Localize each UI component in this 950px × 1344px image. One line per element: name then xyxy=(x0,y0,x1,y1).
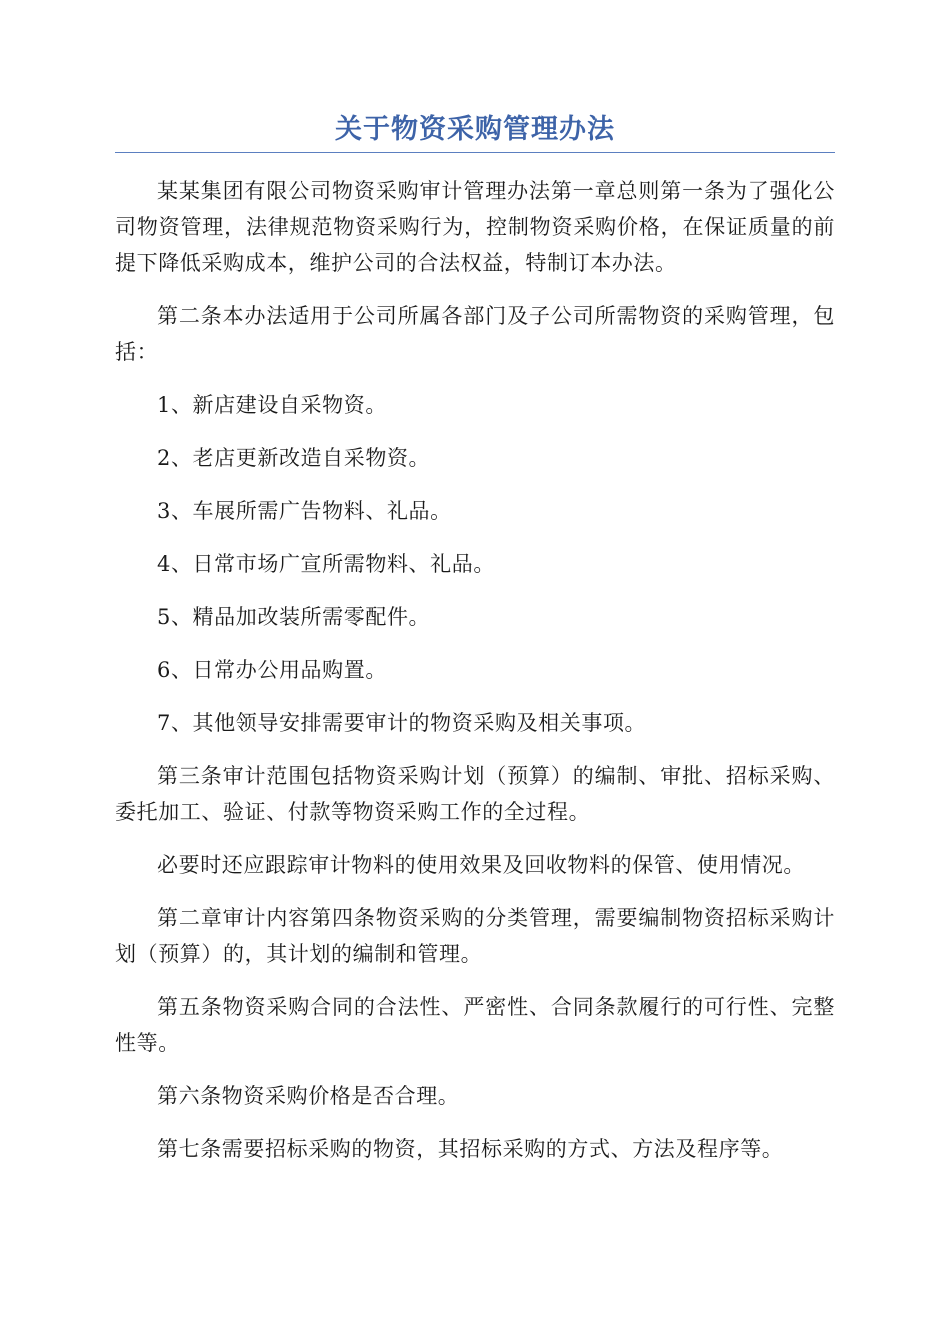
paragraph-6: 第五条物资采购合同的合法性、严密性、合同条款履行的可行性、完整性等。 xyxy=(115,995,835,1055)
list-item-2: 2、老店更新改造自采物资。 xyxy=(157,446,431,470)
paragraph-3: 第三条审计范围包括物资采购计划（预算）的编制、审批、招标采购、委托加工、验证、付款等物资采购工作的全过程。 xyxy=(115,764,835,824)
list-item-7: 7、其他领导安排需要审计的物资采购及相关事项。 xyxy=(157,711,647,735)
paragraph-4: 必要时还应跟踪审计物料的使用效果及回收物料的保管、使用情况。 xyxy=(157,853,805,877)
document-body xyxy=(115,173,835,1167)
list-item-4: 4、日常市场广宣所需物料、礼品。 xyxy=(157,552,495,576)
paragraph-2: 第二条本办法适用于公司所属各部门及子公司所需物资的采购管理，包括： xyxy=(115,304,835,364)
list-item-1: 1、新店建设自采物资。 xyxy=(157,393,387,417)
paragraph-1: 某某集团有限公司物资采购审计管理办法第一章总则第一条为了强化公司物资管理，法律规范物资采购行为，控制物资采购价格，在保证质量的前提下降低采购成本，维护公司的合法权益，特制订本办法。 xyxy=(115,179,835,275)
list-item-6: 6、日常办公用品购置。 xyxy=(157,658,387,682)
list-item-3: 3、车展所需广告物料、礼品。 xyxy=(157,499,452,523)
document-page xyxy=(115,110,835,1184)
paragraph-5: 第二章审计内容第四条物资采购的分类管理，需要编制物资招标采购计划（预算）的，其计划的编制和管理。 xyxy=(115,906,835,966)
paragraph-7: 第六条物资采购价格是否合理。 xyxy=(157,1084,460,1108)
paragraph-8: 第七条需要招标采购的物资，其招标采购的方式、方法及程序等。 xyxy=(157,1137,784,1161)
list-item-5: 5、精品加改装所需零配件。 xyxy=(157,605,431,629)
page-title: 关于物资采购管理办法 xyxy=(115,110,835,153)
